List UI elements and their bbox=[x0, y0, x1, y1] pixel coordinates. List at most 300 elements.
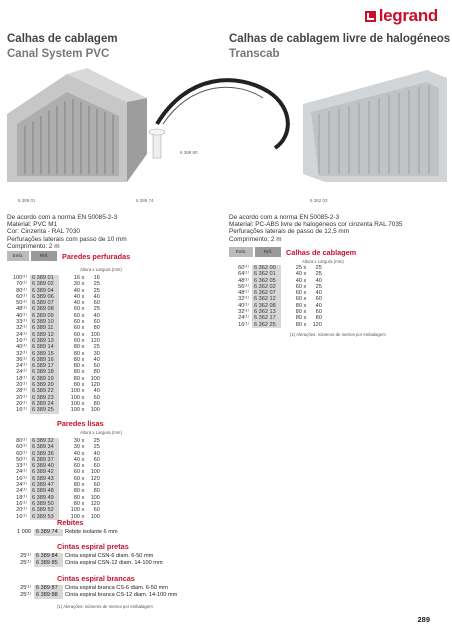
height-value: 16 bbox=[73, 275, 80, 281]
reference-cell: 6 389 43 bbox=[30, 476, 59, 482]
times-sign: x bbox=[80, 475, 86, 482]
reference-cell: 6 389 11 bbox=[30, 325, 59, 331]
width-value: 40 bbox=[93, 312, 100, 319]
right-title-line1: Calhas de cablagem livre de halogéneos bbox=[229, 33, 451, 45]
times-sign: x bbox=[80, 450, 86, 457]
photo-label-4: 6 362 03 bbox=[310, 198, 328, 203]
width-value: 60 bbox=[93, 300, 100, 307]
reference: 6 389 87 bbox=[34, 585, 63, 592]
width-value: 80 bbox=[93, 488, 100, 495]
list-item bbox=[7, 560, 163, 567]
height-value: 80 bbox=[73, 350, 80, 357]
pack-qty-cell: 60⁽¹⁾ bbox=[16, 450, 27, 457]
width-value: 30 bbox=[93, 350, 100, 357]
height-value: 100 bbox=[70, 507, 80, 514]
reference-cell: 6 389 12 bbox=[30, 332, 59, 338]
reference-cell: 6 389 36 bbox=[30, 451, 59, 457]
pack-qty-cell: 70⁽¹⁾ bbox=[16, 281, 27, 288]
section-rivets-title: Rebites bbox=[57, 518, 84, 527]
section-smooth-title: Paredes lisas bbox=[57, 419, 104, 428]
height-value: 100 bbox=[70, 513, 80, 520]
pack-qty-cell: 32⁽¹⁾ bbox=[16, 325, 27, 332]
reference-cell: 6 362 05 bbox=[252, 278, 281, 284]
height-value: 80 bbox=[73, 382, 80, 389]
dimension-header-right: Altura x Largura (mm) bbox=[302, 259, 344, 264]
section-black-title: Cintas espiral pretas bbox=[57, 542, 129, 551]
reference-cell: 6 389 22 bbox=[30, 388, 59, 394]
width-value: 120 bbox=[90, 475, 100, 482]
height-value: 100 bbox=[70, 388, 80, 395]
pack-qty-cell: 32⁽¹⁾ bbox=[238, 309, 249, 316]
rivet-ref: 6 389 74 bbox=[34, 529, 63, 536]
times-sign: x bbox=[302, 315, 308, 322]
reference-cell: 6 389 08 bbox=[30, 306, 59, 312]
reference-cell: 6 389 16 bbox=[30, 357, 59, 363]
width-value: 25 bbox=[93, 444, 100, 451]
times-sign: x bbox=[302, 277, 308, 284]
reference-cell: 6 389 52 bbox=[30, 507, 59, 513]
times-sign: x bbox=[302, 283, 308, 290]
reference-cell: 6 389 42 bbox=[30, 469, 59, 475]
pack-qty: 25⁽¹⁾ bbox=[20, 585, 31, 591]
left-desc-line: Perfurações laterais com passo de 10 mm bbox=[7, 235, 127, 243]
times-sign: x bbox=[80, 287, 86, 294]
height-value: 100 bbox=[70, 394, 80, 401]
pack-qty-cell: 18⁽¹⁾ bbox=[16, 375, 27, 382]
reference: 6 389 84 bbox=[34, 553, 63, 560]
white-wrap-list bbox=[7, 585, 177, 599]
height-value: 80 bbox=[73, 375, 80, 382]
width-value: 60 bbox=[93, 507, 100, 514]
times-sign: x bbox=[80, 325, 86, 332]
photo-label-3: 6 389 80 bbox=[180, 150, 198, 155]
dimension-cell bbox=[59, 407, 100, 413]
pack-qty: 25⁽¹⁾ bbox=[20, 553, 31, 559]
times-sign: x bbox=[80, 293, 86, 300]
right-desc-line: De acordo com a norma EN 50085-2-3 bbox=[229, 214, 340, 221]
pack-qty-cell: 20⁽¹⁾ bbox=[16, 382, 27, 389]
pack-qty-cell: 16⁽¹⁾ bbox=[238, 321, 249, 328]
pack-qty-cell: 33⁽¹⁾ bbox=[16, 463, 27, 470]
table-row bbox=[7, 514, 100, 520]
width-value: 60 bbox=[93, 456, 100, 463]
reference-cell: 6 389 10 bbox=[30, 319, 59, 325]
height-value: 80 bbox=[295, 309, 302, 316]
pack-qty-cell: 50⁽¹⁾ bbox=[16, 300, 27, 307]
reference-cell: 6 389 34 bbox=[30, 444, 59, 450]
width-value: 60 bbox=[93, 319, 100, 326]
pack-qty-cell: 24⁽¹⁾ bbox=[16, 363, 27, 370]
pack-qty-cell: 40⁽¹⁾ bbox=[16, 312, 27, 319]
times-sign: x bbox=[80, 356, 86, 363]
left-title-line2: Canal System PVC bbox=[7, 48, 110, 60]
height-value: 60 bbox=[73, 475, 80, 482]
width-value: 80 bbox=[93, 325, 100, 332]
width-value: 100 bbox=[90, 469, 100, 476]
reference-cell: 6 389 14 bbox=[30, 344, 59, 350]
times-sign: x bbox=[80, 394, 86, 401]
reference-cell: 6 389 15 bbox=[30, 351, 59, 357]
height-value: 60 bbox=[73, 319, 80, 326]
right-desc-line: Comprimento: 2 m bbox=[229, 235, 282, 243]
height-value: 80 bbox=[73, 369, 80, 376]
times-sign: x bbox=[80, 312, 86, 319]
width-value: 25 bbox=[93, 281, 100, 288]
times-sign: x bbox=[302, 271, 308, 278]
header-emb-right: Emb. bbox=[229, 247, 253, 257]
pack-qty-cell: 100⁽¹⁾ bbox=[13, 275, 27, 281]
times-sign: x bbox=[80, 482, 86, 489]
reference-cell: 6 389 25 bbox=[30, 407, 59, 413]
width-value: 60 bbox=[93, 363, 100, 370]
reference-cell: 6 362 17 bbox=[252, 315, 281, 321]
times-sign: x bbox=[80, 463, 86, 470]
times-sign: x bbox=[302, 309, 308, 316]
right-desc-line: Perfurações laterais de passo de 12,5 mm bbox=[229, 228, 350, 236]
height-value: 60 bbox=[73, 312, 80, 319]
pack-qty-cell: 48⁽¹⁾ bbox=[238, 290, 249, 297]
reference-cell: 6 362 02 bbox=[252, 284, 281, 290]
pack-qty-cell: 80⁽¹⁾ bbox=[16, 438, 27, 444]
times-sign: x bbox=[80, 281, 86, 288]
times-sign: x bbox=[80, 319, 86, 326]
pack-qty-cell: 20⁽¹⁾ bbox=[16, 400, 27, 407]
left-title-line1: Calhas de cablagem bbox=[7, 33, 118, 45]
rivet-image bbox=[149, 129, 165, 158]
pack-qty-cell: 20⁽¹⁾ bbox=[16, 507, 27, 514]
width-value: 40 bbox=[93, 293, 100, 300]
pack-qty-cell: 32⁽¹⁾ bbox=[16, 350, 27, 357]
height-value: 80 bbox=[295, 321, 302, 328]
height-value: 40 bbox=[295, 271, 302, 278]
times-sign: x bbox=[80, 400, 86, 407]
width-value: 60 bbox=[315, 309, 322, 316]
pack-qty-cell: 60⁽¹⁾ bbox=[238, 265, 249, 271]
pack-qty-cell: 28⁽¹⁾ bbox=[16, 388, 27, 395]
reference: 6 389 85 bbox=[34, 560, 63, 567]
reference-cell: 6 389 17 bbox=[30, 363, 59, 369]
height-value: 40 bbox=[295, 277, 302, 284]
width-value: 100 bbox=[90, 494, 100, 501]
pack-qty-cell: 16⁽¹⁾ bbox=[16, 513, 27, 520]
times-sign: x bbox=[80, 369, 86, 376]
height-value: 80 bbox=[295, 315, 302, 322]
width-value: 25 bbox=[93, 438, 100, 444]
width-value: 60 bbox=[93, 482, 100, 489]
height-value: 60 bbox=[73, 337, 80, 344]
reference-cell: 6 389 20 bbox=[30, 382, 59, 388]
pack-qty-cell: 16⁽¹⁾ bbox=[16, 500, 27, 507]
height-value: 60 bbox=[73, 306, 80, 313]
times-sign: x bbox=[80, 388, 86, 395]
photo-label-1: 6 389 01 bbox=[18, 198, 36, 203]
reference-cell: 6 389 06 bbox=[30, 294, 59, 300]
right-description bbox=[229, 214, 449, 243]
description: Cinta espiral branca CS-12 diam. 14-100 mm bbox=[65, 592, 178, 598]
times-sign: x bbox=[302, 302, 308, 309]
width-value: 25 bbox=[315, 283, 322, 290]
right-table-header bbox=[229, 247, 356, 257]
height-value: 30 bbox=[73, 281, 80, 288]
width-value: 80 bbox=[93, 400, 100, 407]
times-sign: x bbox=[80, 507, 86, 514]
pack-qty-cell: 48⁽¹⁾ bbox=[238, 277, 249, 284]
height-value: 25 bbox=[295, 265, 302, 271]
width-value: 120 bbox=[312, 321, 322, 328]
reference-cell: 6 362 12 bbox=[252, 296, 281, 302]
height-value: 40 bbox=[73, 293, 80, 300]
reference-cell: 6 389 49 bbox=[30, 495, 59, 501]
smooth-table bbox=[7, 438, 100, 520]
pack-qty: 25⁽¹⁾ bbox=[20, 592, 31, 598]
reference-cell: 6 389 48 bbox=[30, 488, 59, 494]
list-item bbox=[7, 553, 163, 560]
pack-qty-cell: 24⁽¹⁾ bbox=[16, 369, 27, 376]
width-value: 80 bbox=[315, 315, 322, 322]
pack-qty-cell: 16⁽¹⁾ bbox=[16, 407, 27, 414]
height-value: 80 bbox=[73, 494, 80, 501]
width-value: 40 bbox=[315, 302, 322, 309]
height-value: 80 bbox=[73, 482, 80, 489]
times-sign: x bbox=[80, 337, 86, 344]
width-value: 16 bbox=[93, 275, 100, 281]
reference-cell: 6 389 50 bbox=[30, 501, 59, 507]
rivet-row bbox=[7, 529, 118, 536]
cable-trunking-left-image bbox=[7, 68, 147, 182]
reference-cell: 6 389 37 bbox=[30, 457, 59, 463]
height-value: 40 bbox=[73, 300, 80, 307]
brand-logo bbox=[365, 6, 438, 26]
times-sign: x bbox=[80, 444, 86, 451]
height-value: 40 bbox=[73, 456, 80, 463]
cable-trunking-right-image bbox=[303, 70, 447, 182]
perforated-table bbox=[7, 275, 100, 414]
pack-qty-cell: 64⁽¹⁾ bbox=[238, 271, 249, 278]
rivet-desc: Rebite isolante 6 mm bbox=[65, 529, 118, 535]
reference-cell: 6 389 18 bbox=[30, 369, 59, 375]
width-value: 80 bbox=[93, 369, 100, 376]
width-value: 100 bbox=[90, 375, 100, 382]
height-value: 60 bbox=[73, 325, 80, 332]
width-value: 40 bbox=[93, 356, 100, 363]
times-sign: x bbox=[80, 513, 86, 520]
height-value: 80 bbox=[73, 488, 80, 495]
width-value: 25 bbox=[315, 271, 322, 278]
reference-cell: 6 389 32 bbox=[30, 438, 59, 444]
width-value: 60 bbox=[93, 394, 100, 401]
dimension-header-2: Altura x Largura (mm) bbox=[80, 430, 122, 435]
height-value: 80 bbox=[73, 344, 80, 351]
width-value: 120 bbox=[90, 500, 100, 507]
legrand-mark-icon bbox=[365, 11, 376, 22]
rivet-pack: 1 000 bbox=[17, 529, 31, 535]
right-title bbox=[229, 32, 450, 62]
width-value: 120 bbox=[90, 337, 100, 344]
header-emb: Emb. bbox=[7, 251, 29, 261]
times-sign: x bbox=[80, 344, 86, 351]
pack-qty-cell: 56⁽¹⁾ bbox=[238, 283, 249, 290]
times-sign: x bbox=[80, 469, 86, 476]
right-desc-line: Material: PC-ABS livre de halogéneos cor cinzenta RAL 7035 bbox=[229, 221, 403, 229]
left-table-header bbox=[7, 251, 130, 261]
times-sign: x bbox=[80, 488, 86, 495]
width-value: 60 bbox=[93, 463, 100, 470]
height-value: 60 bbox=[73, 331, 80, 338]
times-sign: x bbox=[302, 321, 308, 328]
product-photos bbox=[7, 64, 449, 190]
section-right-title: Calhas de cablagem bbox=[286, 247, 357, 257]
pack-qty-cell: 24⁽¹⁾ bbox=[16, 331, 27, 338]
times-sign: x bbox=[80, 438, 86, 444]
black-wrap-list bbox=[7, 553, 163, 567]
left-desc-line: De acordo com a norma EN 50085-2-3 bbox=[7, 214, 118, 221]
pack-qty-cell: 40⁽¹⁾ bbox=[16, 344, 27, 351]
pack-qty-cell: 33⁽¹⁾ bbox=[16, 319, 27, 326]
width-value: 25 bbox=[93, 344, 100, 351]
height-value: 100 bbox=[70, 407, 80, 414]
pack-qty-cell: 32⁽¹⁾ bbox=[238, 296, 249, 303]
height-value: 100 bbox=[70, 400, 80, 407]
reference-cell: 6 389 53 bbox=[30, 514, 59, 520]
times-sign: x bbox=[80, 300, 86, 307]
dimension-header: Altura x Largura (mm) bbox=[80, 267, 122, 272]
height-value: 30 bbox=[73, 444, 80, 451]
pack-qty-cell: 36⁽¹⁾ bbox=[16, 356, 27, 363]
width-value: 100 bbox=[90, 407, 100, 414]
width-value: 40 bbox=[315, 290, 322, 297]
height-value: 80 bbox=[73, 363, 80, 370]
pack-qty-cell: 24⁽¹⁾ bbox=[16, 488, 27, 495]
reference-cell: 6 389 07 bbox=[30, 300, 59, 306]
width-value: 120 bbox=[90, 382, 100, 389]
pack-qty-cell: 50⁽¹⁾ bbox=[16, 456, 27, 463]
left-desc-line: Comprimento: 2 m bbox=[7, 242, 60, 250]
pack-qty-cell: 24⁽¹⁾ bbox=[16, 469, 27, 476]
reference-cell: 6 389 13 bbox=[30, 338, 59, 344]
times-sign: x bbox=[80, 331, 86, 338]
width-value: 40 bbox=[315, 277, 322, 284]
reference-cell: 6 362 00 bbox=[252, 265, 281, 271]
reference-cell: 6 362 13 bbox=[252, 309, 281, 315]
height-value: 60 bbox=[73, 469, 80, 476]
times-sign: x bbox=[80, 306, 86, 313]
reference-cell: 6 362 08 bbox=[252, 303, 281, 309]
description: Cinta espiral branca CS-6 diam. 6-50 mm bbox=[65, 585, 168, 591]
height-value: 80 bbox=[73, 500, 80, 507]
left-footnote: (1) Alerações: números de metros por embalagem bbox=[57, 604, 153, 609]
pack-qty-cell: 20⁽¹⁾ bbox=[16, 394, 27, 401]
right-footnote: (1) Alerações: números de metros por embalagem bbox=[290, 332, 386, 337]
width-value: 100 bbox=[90, 331, 100, 338]
reference-cell: 6 362 07 bbox=[252, 290, 281, 296]
width-value: 40 bbox=[93, 450, 100, 457]
reference-cell: 6 389 47 bbox=[30, 482, 59, 488]
height-value: 60 bbox=[295, 283, 302, 290]
table-row bbox=[229, 322, 322, 328]
times-sign: x bbox=[80, 350, 86, 357]
times-sign: x bbox=[80, 407, 86, 414]
description: Cinta espiral CSN-6 diam. 6-50 mm bbox=[65, 553, 154, 559]
pack-qty-cell: 18⁽¹⁾ bbox=[16, 494, 27, 501]
list-item bbox=[7, 585, 177, 592]
list-item bbox=[7, 592, 177, 599]
times-sign: x bbox=[302, 265, 308, 271]
height-value: 60 bbox=[295, 296, 302, 303]
times-sign: x bbox=[302, 290, 308, 297]
pack-qty-cell: 24⁽¹⁾ bbox=[238, 315, 249, 322]
header-ref: Ref. bbox=[31, 251, 57, 261]
times-sign: x bbox=[80, 382, 86, 389]
height-value: 40 bbox=[73, 287, 80, 294]
right-title-line2: Transcab bbox=[229, 48, 280, 60]
times-sign: x bbox=[80, 500, 86, 507]
reference-cell: 6 389 40 bbox=[30, 463, 59, 469]
pack-qty-cell: 60⁽¹⁾ bbox=[16, 444, 27, 451]
pack-qty-cell: 24⁽¹⁾ bbox=[16, 482, 27, 489]
reference-cell: 6 389 02 bbox=[30, 281, 59, 287]
header-ref-right: Ref. bbox=[255, 247, 281, 257]
pack-qty: 25⁽¹⁾ bbox=[20, 560, 31, 566]
pack-qty-cell: 40⁽¹⁾ bbox=[238, 302, 249, 309]
table-row bbox=[7, 407, 100, 413]
spiral-wrap-image bbox=[157, 80, 288, 148]
left-title bbox=[7, 32, 118, 62]
section-perforated-title: Paredes perfuradas bbox=[62, 251, 131, 261]
times-sign: x bbox=[302, 296, 308, 303]
reference-cell: 6 389 23 bbox=[30, 395, 59, 401]
height-value: 60 bbox=[73, 463, 80, 470]
left-description bbox=[7, 214, 217, 250]
left-desc-line: Cor: Cinzenta - RAL 7030 bbox=[7, 228, 80, 236]
width-value: 100 bbox=[90, 513, 100, 520]
pack-qty-cell: 48⁽¹⁾ bbox=[16, 306, 27, 313]
reference-cell: 6 389 19 bbox=[30, 376, 59, 382]
brand-name: legrand bbox=[378, 6, 438, 25]
photo-label-2: 6 389 74 bbox=[136, 198, 154, 203]
times-sign: x bbox=[80, 375, 86, 382]
times-sign: x bbox=[80, 275, 86, 281]
height-value: 30 bbox=[73, 438, 80, 444]
reference-cell: 6 389 04 bbox=[30, 288, 59, 294]
pack-qty-cell: 60⁽¹⁾ bbox=[16, 293, 27, 300]
height-value: 80 bbox=[295, 302, 302, 309]
reference-cell: 6 389 01 bbox=[30, 275, 59, 281]
width-value: 40 bbox=[93, 388, 100, 395]
reference-cell: 6 362 01 bbox=[252, 271, 281, 277]
pack-qty-cell: 16⁽¹⁾ bbox=[16, 337, 27, 344]
times-sign: x bbox=[80, 363, 86, 370]
height-value: 60 bbox=[295, 290, 302, 297]
reference-cell: 6 389 24 bbox=[30, 401, 59, 407]
reference-cell: 6 362 25 bbox=[252, 322, 281, 328]
page-number: 289 bbox=[417, 615, 430, 624]
reference-cell: 6 389 09 bbox=[30, 313, 59, 319]
height-value: 80 bbox=[73, 356, 80, 363]
pack-qty-cell: 16⁽¹⁾ bbox=[16, 475, 27, 482]
times-sign: x bbox=[80, 456, 86, 463]
width-value: 25 bbox=[93, 287, 100, 294]
description: Cinta espiral CSN-12 diam. 14-100 mm bbox=[65, 560, 163, 566]
width-value: 25 bbox=[93, 306, 100, 313]
height-value: 40 bbox=[73, 450, 80, 457]
dimension-cell bbox=[281, 322, 322, 328]
reference: 6 389 88 bbox=[34, 592, 63, 599]
width-value: 25 bbox=[315, 265, 322, 271]
times-sign: x bbox=[80, 494, 86, 501]
right-table bbox=[229, 265, 322, 328]
section-white-title: Cintas espiral brancas bbox=[57, 574, 135, 583]
pack-qty-cell: 80⁽¹⁾ bbox=[16, 287, 27, 294]
